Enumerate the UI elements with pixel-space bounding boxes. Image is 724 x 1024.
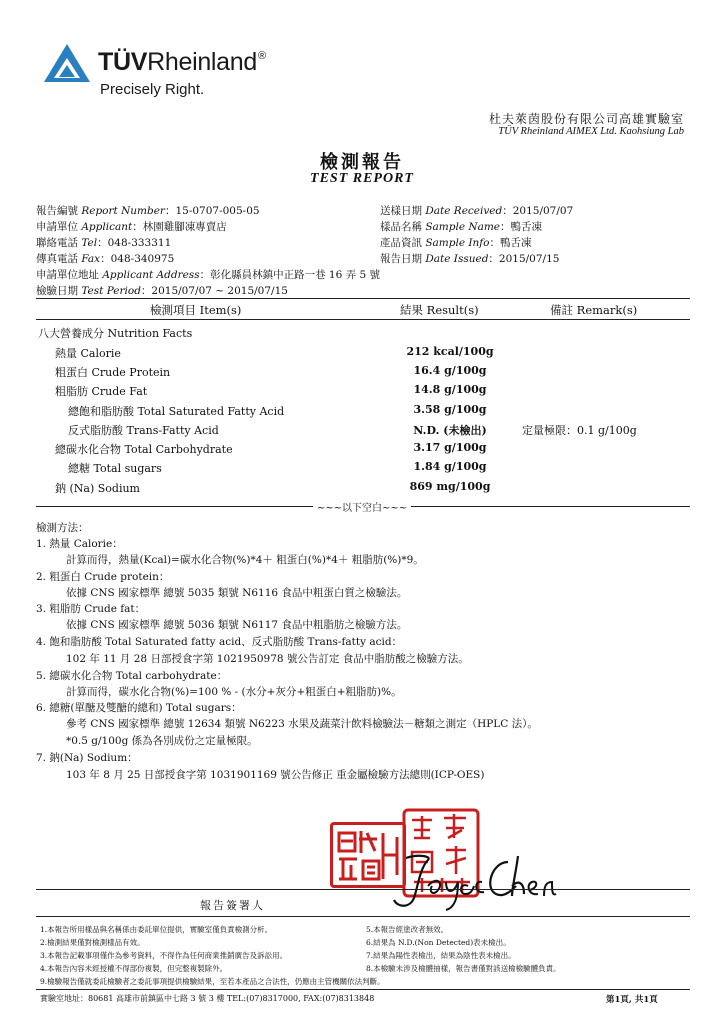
test-period-field — [36, 283, 288, 298]
method-line: 102 年 11 月 28 日部授食字第 1021950978 號公告訂定 食品中脂肪酸之檢驗方法。 — [66, 653, 469, 665]
report-number-field — [36, 203, 260, 218]
label: 產品資訊 — [380, 237, 426, 249]
header-result: 結果 Result(s) — [400, 303, 479, 317]
method-line: 4. 飽和脂肪酸 Total Saturated fatty acid、反式脂肪酸 Trans-fatty acid： — [36, 636, 403, 648]
footer-note: 9.檢驗報告僅就委託檢驗者之委託事項提供檢驗結果，至若本產品之合法性，仍應由主管機關依法判斷。 — [40, 977, 385, 986]
table-row-result: 3.17 g/100g — [413, 441, 487, 454]
brand-suffix: Rheinland — [147, 48, 257, 76]
value: ：2015/07/07 — [502, 205, 574, 217]
method-line: 1. 熱量 Calorie： — [36, 538, 123, 550]
applicant-field — [36, 219, 227, 234]
table-row-item: 總糖 Total sugars — [68, 462, 162, 475]
label-en: Date Issued — [425, 253, 489, 265]
footer-note: 4.本報告內容未經授權不得部份複製，但完整複製除外。 — [40, 964, 228, 973]
table-row-item: 總碳水化合物 Total Carbohydrate — [55, 443, 233, 456]
method-line: 3. 粗脂肪 Crude fat： — [36, 603, 146, 615]
report-title-zh: 檢測報告 — [320, 152, 404, 173]
lab-name-en: TÜV Rheinland AIMEX Ltd. Kaohsiung Lab — [498, 126, 684, 137]
table-row-item: 鈉 (Na) Sodium — [55, 482, 140, 495]
table-row-item: 粗脂肪 Crude Fat — [55, 385, 148, 398]
table-row-result: 14.8 g/100g — [413, 383, 487, 396]
end-of-table-marker — [0, 499, 724, 514]
table-section-title: 八大營養成分 Nutrition Facts — [38, 327, 193, 340]
method-line: 2. 粗蛋白 Crude protein： — [36, 571, 170, 583]
table-header-rule — [36, 319, 690, 320]
table-row-remark: 定量極限：0.1 g/100g — [522, 424, 637, 437]
footer-note: 6.結果為 N.D.(Non Detected)表未檢出。 — [366, 938, 511, 947]
date-received-field — [380, 203, 573, 218]
tel-field — [36, 235, 171, 250]
fax-field — [36, 251, 174, 266]
method-line: 參考 CNS 國家標準 總號 12634 類號 N6223 水果及蔬菜汁飲料檢驗法－糖類之測定（HPLC 法）。 — [66, 718, 538, 730]
label: 傳真電話 — [36, 253, 82, 265]
label-en: Applicant — [81, 221, 133, 233]
sample-name-field — [380, 219, 542, 234]
table-row-result: 869 mg/100g — [409, 480, 491, 493]
label: 送樣日期 — [380, 205, 426, 217]
table-row-item: 粗蛋白 Crude Protein — [55, 366, 171, 379]
footer-note: 7.結果為陽性表檢出，結果為陰性表未檢出。 — [366, 951, 516, 960]
label-en: Test Period — [81, 285, 141, 297]
signer-label: 報告簽署人 — [200, 899, 265, 912]
label: 聯絡電話 — [36, 237, 82, 249]
registered-mark: ® — [258, 50, 266, 62]
table-row-result: 3.58 g/100g — [413, 403, 487, 416]
value: ：15-0707-005-05 — [164, 205, 260, 217]
footer-note: 1.本報告所用樣品與名稱係由委託單位提供，實驗室僅負責檢測分析。 — [40, 925, 273, 934]
address-field — [36, 267, 380, 282]
label: 申請單位 — [36, 221, 82, 233]
label-en: Fax — [81, 253, 101, 265]
table-row-item: 反式脂肪酸 Trans-Fatty Acid — [68, 424, 219, 437]
footer-bottom-rule — [36, 989, 690, 990]
table-top-rule — [36, 298, 690, 299]
footer-top-rule — [36, 916, 690, 917]
label: 報告日期 — [380, 253, 426, 265]
brand-tagline: Precisely Right. — [100, 81, 205, 98]
method-line: 依據 CNS 國家標準 總號 5036 類號 N6117 食品中粗脂肪之檢驗方法。 — [66, 619, 408, 631]
table-row-result: 1.84 g/100g — [413, 460, 487, 473]
method-line: 6. 總糖(單醣及雙醣的總和) Total sugars： — [36, 702, 242, 714]
label-en: Tel — [81, 237, 98, 249]
header-remark: 備註 Remark(s) — [550, 303, 638, 317]
label-en: Sample Info — [425, 237, 490, 249]
value: ：鴨舌凍 — [500, 221, 543, 233]
value: ：048-340975 — [100, 253, 175, 265]
value: ：林園雞腳凍專賣店 — [132, 221, 227, 233]
method-line: 依據 CNS 國家標準 總號 5035 類號 N6116 食品中粗蛋白質之檢驗法。 — [66, 587, 408, 599]
method-line: 計算而得，熱量(Kcal)=碳水化合物(%)*4＋ 粗蛋白(%)*4＋ 粗脂肪(%)*9。 — [66, 554, 424, 566]
methods-heading: 檢測方法： — [36, 522, 89, 534]
label-en: Date Received — [425, 205, 503, 217]
date-issued-field — [380, 251, 559, 266]
label-en: Sample Name — [425, 221, 501, 233]
header-item: 檢測項目 Item(s) — [150, 303, 242, 317]
value: ：彰化縣員林鎮中正路一巷 16 弄 5 號 — [199, 269, 380, 281]
footer-note: 5.本報告經塗改者無效。 — [366, 925, 449, 934]
handwritten-signature — [388, 852, 558, 916]
table-row-item: 熱量 Calorie — [55, 347, 121, 360]
table-row-result: N.D. (未檢出) — [413, 424, 487, 437]
page-number: 第1頁, 共1頁 — [606, 995, 658, 1005]
brand-prefix: TÜV — [98, 48, 148, 76]
label-en: Applicant Address — [102, 269, 200, 281]
lab-name-zh: 杜夫萊茵股份有限公司高雄實驗室 — [488, 112, 684, 126]
label: 樣品名稱 — [380, 221, 426, 233]
label-en: Report Number — [81, 205, 165, 217]
footer-note: 8.本檢驗未涉及檢體抽樣，報告書僅對該送檢檢驗體負責。 — [366, 964, 561, 973]
value: ：2015/07/07 ~ 2015/07/15 — [140, 285, 288, 297]
value: ：鴨舌凍 — [489, 237, 532, 249]
method-line: 計算而得，碳水化合物(%)=100 % - (水分+灰分+粗蛋白+粗脂肪)%。 — [66, 686, 402, 698]
label: 檢驗日期 — [36, 285, 82, 297]
method-line: 103 年 8 月 25 日部授食字第 1031901169 號公告修正 重金屬檢驗方法總則(ICP-OES) — [66, 769, 485, 781]
end-marker-text: ~~~以下空白~~~ — [313, 503, 411, 514]
report-title-en: TEST REPORT — [310, 171, 414, 186]
value: ：048-333311 — [97, 237, 172, 249]
footer-note: 2.檢測結果僅對檢測樣品有效。 — [40, 938, 145, 947]
label: 報告編號 — [36, 205, 82, 217]
method-line: *0.5 g/100g 係為各別成份之定量極限。 — [66, 735, 258, 747]
signature-rule — [36, 889, 690, 890]
value: ：2015/07/15 — [488, 253, 560, 265]
footer-note: 3.本報告記載事項僅作為參考資料，不得作為任何商業推銷廣告及訴訟用。 — [40, 951, 288, 960]
label: 申請單位地址 — [36, 269, 103, 281]
tuv-triangle-logo — [42, 42, 92, 88]
sample-info-field — [380, 235, 532, 250]
table-row-result: 212 kcal/100g — [406, 345, 494, 358]
table-row-item: 總飽和脂肪酸 Total Saturated Fatty Acid — [68, 405, 285, 418]
table-row-result: 16.4 g/100g — [413, 364, 487, 377]
method-line: 7. 鈉(Na) Sodium： — [36, 752, 138, 764]
brand-wordmark — [98, 48, 265, 77]
method-line: 5. 總碳水化合物 Total carbohydrate： — [36, 670, 228, 682]
lab-address: 實驗室地址：80681 高雄市前鎮區中七路 3 號 3 樓 TEL:(07)8317000, FAX:(07)8313848 — [40, 994, 375, 1003]
